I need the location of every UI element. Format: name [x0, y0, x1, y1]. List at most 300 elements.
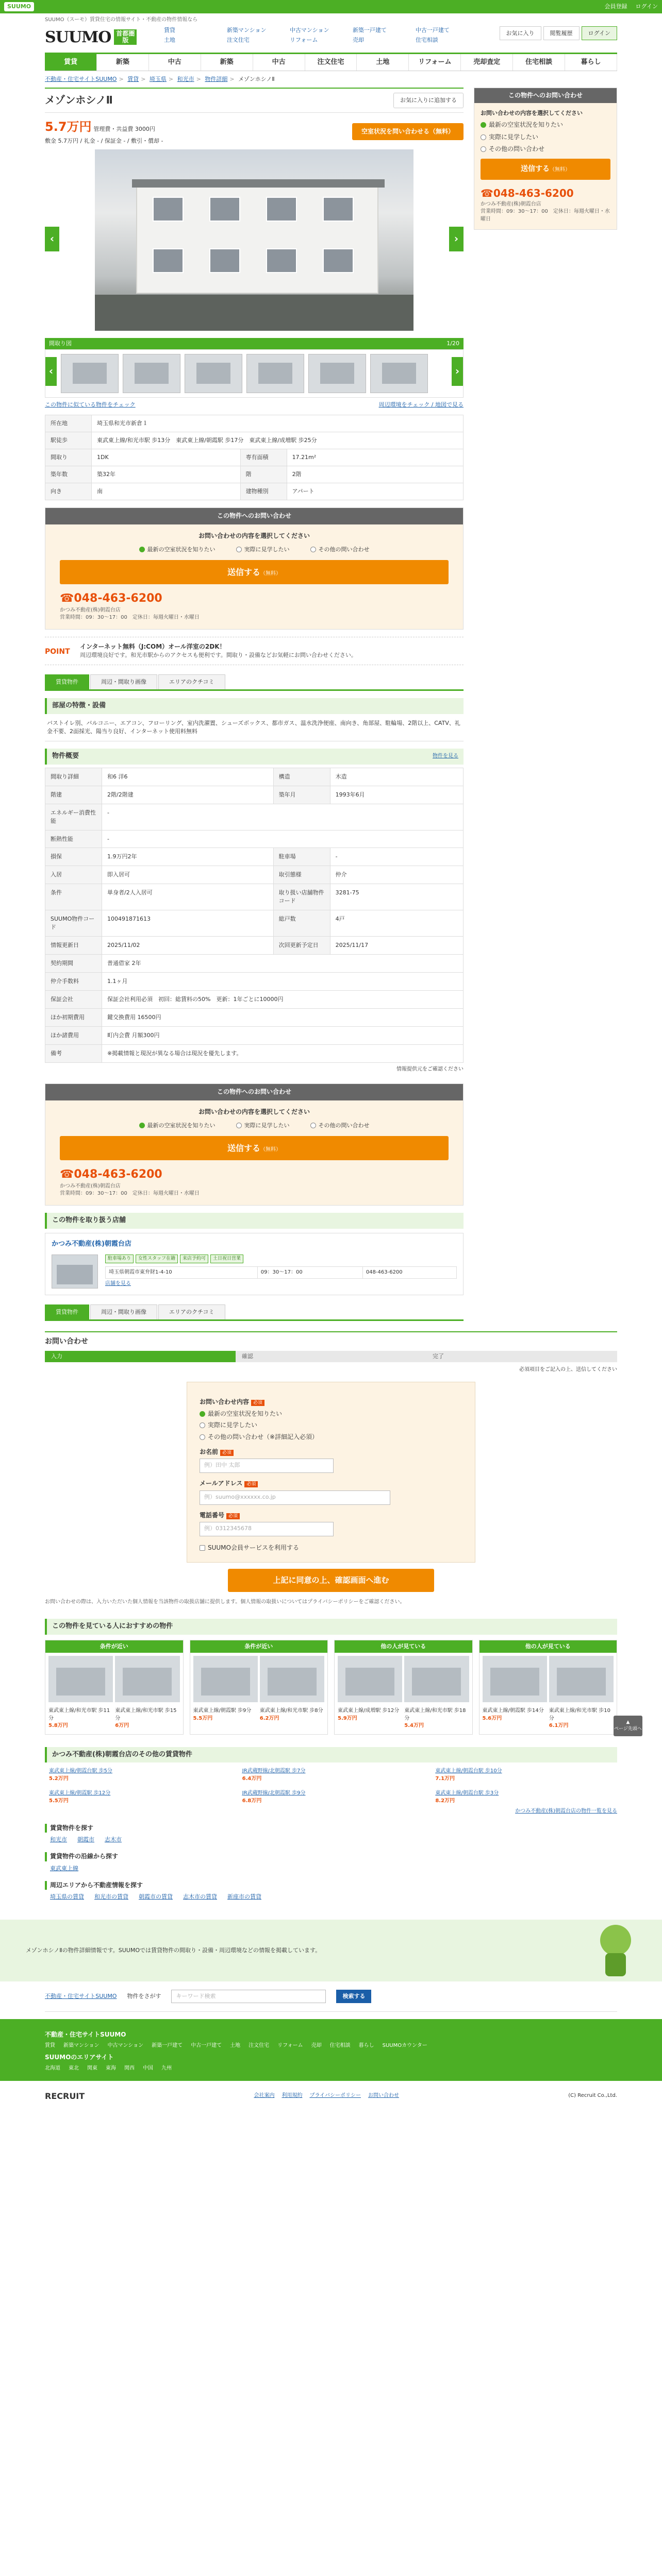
search-link[interactable]: 朝霞市 — [77, 1836, 94, 1843]
spec-key: 駅徒歩 — [45, 432, 92, 449]
spec-key: 向き — [45, 483, 92, 500]
property-photo[interactable] — [338, 1656, 402, 1702]
overview-key: 間取り詳細 — [45, 768, 102, 786]
other-item[interactable] — [242, 1790, 420, 1805]
spec-key: 間取り — [45, 449, 92, 466]
content-area — [45, 88, 617, 1321]
other-access[interactable]: 東武東上線/朝霞駅 歩12分 — [49, 1790, 111, 1797]
overview-value: 木造 — [330, 768, 463, 786]
footer-link[interactable]: 土地 — [230, 2043, 241, 2049]
brand[interactable] — [45, 26, 137, 49]
inquiry-head: この物件へのお問い合わせ — [45, 508, 463, 524]
thumb-next-icon[interactable]: › — [452, 357, 463, 386]
quick-link[interactable]: 新築一戸建て — [352, 26, 387, 33]
point-section — [45, 637, 464, 665]
tab[interactable]: エリアのクチコミ — [158, 674, 225, 689]
spec-key: 階 — [240, 466, 287, 483]
overview-value: - — [102, 804, 464, 830]
side-inquiry — [474, 88, 617, 230]
overview-value: 保証会社利用必須 初回：総賃料の50% 更新：1年ごとに10000円 — [102, 990, 464, 1008]
spec-table — [45, 415, 464, 500]
chevron-up-icon: ▲ — [626, 1719, 630, 1725]
overview-key: 取引態様 — [273, 866, 330, 884]
form-box — [187, 1382, 475, 1562]
quick-link[interactable]: 賃貸 — [163, 26, 175, 33]
recommend-access: 東武東上線/朝霞駅 歩14分 — [482, 1708, 544, 1714]
overview-note: 情報提供元をご確認ください — [396, 1066, 464, 1072]
footer-heading: 不動産・住宅サイトSUUMO — [45, 2030, 126, 2038]
overview-key: 入居 — [45, 866, 102, 884]
recommend-tag: 条件が近い — [45, 1640, 183, 1653]
confirm-button[interactable]: 上記に同意の上、確認画面へ進む — [228, 1569, 434, 1592]
top-utility-bar — [0, 0, 662, 13]
overview-key: 構造 — [273, 768, 330, 786]
search-link[interactable]: 志木市の賃貸 — [183, 1893, 217, 1900]
form-q-label: お問い合わせ内容 必須 — [200, 1398, 462, 1406]
recommend-price: 6.2万円 — [259, 1715, 279, 1721]
search-link[interactable]: 朝霞市の賃貸 — [139, 1893, 173, 1900]
tab[interactable]: エリアのクチコミ — [158, 1304, 225, 1319]
footer-area-link[interactable]: 北海道 — [45, 2065, 60, 2072]
overview-key: 損保 — [45, 848, 102, 866]
footer-heading: SUUMOのエリアサイト — [45, 2053, 114, 2061]
search-links — [45, 1824, 617, 1904]
recommend-tag: 他の人が見ている — [479, 1640, 617, 1653]
thumbnail[interactable] — [61, 354, 119, 393]
breadcrumb-link[interactable]: 埼玉県 — [149, 76, 167, 82]
nav-item[interactable]: リフォーム — [409, 54, 461, 71]
overview-value: 1.1ヶ月 — [102, 972, 464, 990]
shop-name: かつみ不動産(株)朝霞台店 — [60, 1183, 121, 1189]
other-item[interactable] — [49, 1790, 227, 1805]
overview-link[interactable]: 物件を見る — [433, 753, 458, 759]
main-photo[interactable] — [95, 149, 413, 331]
bottom-bar — [45, 2081, 617, 2111]
bottom-link[interactable]: プライバシーポリシー — [309, 2093, 361, 2098]
property-photo[interactable] — [549, 1656, 614, 1702]
bottom-link[interactable]: 会社案内 — [254, 2093, 275, 2098]
nav-item[interactable]: 中古 — [253, 54, 305, 71]
member-checkbox[interactable]: SUUMO会員サービスを利用する — [200, 1544, 462, 1552]
brand-area: 首都圏版 — [114, 29, 137, 45]
recommend-access: 東武東上線/和光市駅 歩10分 — [549, 1708, 611, 1721]
property-photo[interactable] — [483, 1656, 547, 1702]
shop-heading: この物件を取り扱う店舗 — [45, 1213, 464, 1229]
nav-item[interactable]: 新築 — [97, 54, 149, 71]
quick-link[interactable]: 新築マンション — [226, 26, 267, 33]
back-to-top-button[interactable]: ▲ ページ先頭へ — [614, 1716, 642, 1736]
overview-value: - — [102, 830, 464, 848]
photo-gallery — [45, 149, 464, 331]
shop-badge: 土日祝日営業 — [210, 1255, 243, 1263]
recommend-access: 東武東上線/朝霞駅 歩9分 — [193, 1708, 252, 1714]
features-heading: 部屋の特徴・設備 — [45, 698, 464, 714]
property-photo[interactable] — [115, 1656, 179, 1702]
search-link[interactable]: 和光市 — [50, 1836, 67, 1843]
name-label: お名前 必須 — [200, 1448, 462, 1456]
overview-value: 3281-75 — [330, 884, 463, 910]
overview-value: 2025/11/02 — [102, 937, 274, 955]
other-item[interactable] — [49, 1768, 227, 1783]
tab[interactable]: 周辺・間取り画像 — [90, 1304, 157, 1319]
spec-value: 築32年 — [92, 466, 241, 483]
recommend-heading: この物件を見ている人におすすめの物件 — [45, 1619, 617, 1635]
overview-table — [45, 768, 464, 1063]
quick-link[interactable]: 住宅相談 — [415, 37, 438, 44]
nav-item[interactable]: 住宅相談 — [513, 54, 565, 71]
side-option[interactable]: 実際に見学したい — [481, 133, 610, 142]
overview-key: 総戸数 — [273, 910, 330, 937]
topbar-logo[interactable]: SUUMO — [4, 2, 34, 11]
footer-area-link[interactable]: 九州 — [161, 2065, 172, 2072]
shop-badge: 来店予約可 — [180, 1255, 208, 1263]
side-shop: かつみ不動産(株)朝霞台店 — [481, 201, 541, 207]
search-link[interactable]: 埼玉県の賃貸 — [50, 1893, 84, 1900]
other-item[interactable] — [242, 1768, 420, 1783]
send-button[interactable]: 送信する（無料） — [60, 1136, 449, 1160]
bottom-link[interactable]: 利用規約 — [282, 2093, 303, 2098]
banner-text: メゾンホシノⅡの物件詳細情報です。SUUMOでは賃貸物件の間取り・設備・周辺環境などの情報を掲載しています。 — [26, 1946, 321, 1954]
inquiry-option[interactable]: その他の問い合わせ — [310, 1122, 370, 1130]
footer-link[interactable]: 注文住宅 — [249, 2043, 270, 2049]
property-photo[interactable] — [404, 1656, 469, 1702]
overview-key: 築年月 — [273, 786, 330, 804]
property-photo[interactable] — [260, 1656, 324, 1702]
form-option[interactable]: その他の問い合わせ（※詳細記入必須） — [200, 1433, 462, 1442]
phone-icon: ☎ — [60, 1168, 74, 1181]
overview-heading: 物件概要 物件を見る — [45, 749, 464, 765]
form-option[interactable]: 最新の空室状況を知りたい — [200, 1410, 462, 1418]
other-access[interactable]: 東武東上線/朝霞台駅 歩3分 — [435, 1790, 499, 1797]
recommend-card[interactable] — [45, 1640, 184, 1734]
other-access[interactable]: 東武東上線/朝霞台駅 歩10分 — [435, 1768, 502, 1774]
overview-value: 即入居可 — [102, 866, 274, 884]
overview-value: 4戸 — [330, 910, 463, 937]
overview-value: 普通借家 2年 — [102, 955, 464, 973]
side-question: お問い合わせの内容を選択してください — [481, 110, 583, 117]
thumb-bar — [45, 338, 464, 349]
phone-input[interactable]: 例）0312345678 — [200, 1522, 334, 1536]
favorites-button[interactable]: お気に入り — [500, 26, 541, 41]
overview-value: 2階/2階建 — [102, 786, 274, 804]
spec-value: アパート — [287, 483, 463, 500]
shop-hours: 営業時間：09：30〜17：00 定休日：毎週火曜日・水曜日 — [60, 615, 200, 621]
inquiry-head: この物件へのお問い合わせ — [45, 1084, 463, 1100]
search-heading: 賃貸物件の沿線から探す — [45, 1852, 617, 1861]
form-title: お問い合わせ — [45, 1331, 617, 1351]
quick-link[interactable]: リフォーム — [289, 37, 318, 44]
other-item[interactable] — [435, 1768, 613, 1783]
footer-link[interactable]: 中古一戸建て — [191, 2043, 222, 2049]
recommend-access: 東武東上線/和光市駅 歩18分 — [404, 1708, 466, 1721]
features-text: バストイレ別、バルコニー、エアコン、フローリング、室内洗濯置、シューズボックス、都市ガス、温水洗浄便座、南向き、角部屋、駐輪場、2階以上、CATV、礼金不要、2面採光、陽当り良好、インターネット使用料無料 — [45, 714, 464, 741]
breadcrumb-link[interactable]: 和光市 — [177, 76, 194, 82]
footer-link[interactable]: 売却 — [311, 2043, 322, 2049]
overview-key: 駐車場 — [273, 848, 330, 866]
tab[interactable]: 賃貸物件 — [45, 1304, 89, 1319]
breadcrumb: 不動産・住宅サイトSUUMO > 賃貸 > 埼玉県 > 和光市 > 物件詳細 > メゾンホシノⅡ — [45, 76, 275, 82]
recommend-access: 東武東上線/成増駅 歩12分 — [338, 1708, 400, 1714]
side-option[interactable]: その他の問い合わせ — [481, 145, 610, 154]
price-sub: 管理費・共益費 3000円 — [93, 125, 155, 132]
quick-link[interactable]: 注文住宅 — [226, 37, 250, 44]
signup-link[interactable]: 会員登録 — [604, 3, 627, 10]
login-button[interactable]: ログイン — [582, 26, 617, 41]
footer-search-label: 物件をさがす — [127, 1992, 161, 1999]
deposit-info: 敷金 5.7万円 / 礼金 - / 保証金 - / 敷引・償却 - — [45, 137, 163, 144]
overview-value: - — [330, 848, 463, 866]
spec-key: 所在地 — [45, 415, 92, 432]
search-link[interactable]: 東武東上線 — [50, 1865, 78, 1872]
overview-key: 断熱性能 — [45, 830, 102, 848]
search-link[interactable]: 新座市の賃貸 — [227, 1893, 261, 1900]
thumbnail[interactable] — [308, 354, 366, 393]
side-hours: 営業時間：09：30〜17：00 定休日：毎週火曜日・水曜日 — [481, 209, 610, 222]
thumb-prev-icon[interactable]: ‹ — [45, 357, 57, 386]
inquiry-option[interactable]: 最新の空室状況を知りたい — [139, 1122, 216, 1130]
phone-label: 電話番号 必須 — [200, 1511, 462, 1520]
other-price: 6.8万円 — [242, 1798, 262, 1804]
inquiry-option[interactable]: その他の問い合わせ — [310, 546, 370, 554]
spec-value: 南 — [92, 483, 241, 500]
main-nav — [45, 53, 617, 71]
search-link[interactable]: 志木市 — [105, 1836, 122, 1843]
shop-badge: 駐車場あり — [105, 1255, 134, 1263]
recommend-price: 5.9万円 — [338, 1715, 357, 1721]
point-badge: POINT — [45, 647, 70, 656]
footer-link[interactable]: 新築マンション — [63, 2043, 100, 2049]
map-link[interactable]: 周辺環境をチェック / 地図で見る — [378, 401, 464, 408]
phone-number[interactable]: ☎048-463-6200 — [60, 592, 162, 605]
footer-link[interactable]: 暮らし — [358, 2043, 374, 2049]
phone-number[interactable]: ☎048-463-6200 — [60, 1168, 162, 1181]
overview-value: 1993年6月 — [330, 786, 463, 804]
form-option[interactable]: 実際に見学したい — [200, 1421, 462, 1430]
footer-area-link[interactable]: 東北 — [69, 2065, 79, 2072]
shop-address: 埼玉県朝霞市東弁財1-4-10 — [106, 1266, 258, 1279]
recruit-logo[interactable]: RECRUIT — [45, 2091, 85, 2101]
shop-tel[interactable]: 048-463-6200 — [362, 1266, 456, 1279]
listing-title: メゾンホシノⅡ — [45, 94, 113, 107]
shop-name: かつみ不動産(株)朝霞台店 — [60, 607, 121, 613]
tab[interactable]: 周辺・間取り画像 — [90, 674, 157, 689]
name-input[interactable]: 例）田中 太郎 — [200, 1459, 334, 1473]
bottom-link[interactable]: お問い合わせ — [368, 2093, 399, 2098]
other-item[interactable] — [435, 1790, 613, 1805]
footer-banner — [0, 1920, 662, 1981]
inquiry-box-2 — [45, 1083, 464, 1206]
footer-search — [45, 1981, 617, 2012]
search-link[interactable]: 和光市の賃貸 — [94, 1893, 128, 1900]
breadcrumb-current: メゾンホシノⅡ — [238, 76, 275, 82]
inquiry-option[interactable]: 最新の空室状況を知りたい — [139, 546, 216, 554]
side-option[interactable]: 最新の空室状況を知りたい — [481, 121, 610, 129]
breadcrumb-link[interactable]: 賃貸 — [127, 76, 139, 82]
overview-value: 和6 洋6 — [102, 768, 274, 786]
thumb-label: 間取り図 — [49, 340, 72, 347]
recommend-price: 6万円 — [115, 1723, 129, 1729]
overview-key: SUUMO物件コード — [45, 910, 102, 937]
recommend-card[interactable] — [479, 1640, 618, 1734]
property-photo[interactable] — [193, 1656, 258, 1702]
footer-link[interactable]: SUUMOカウンター — [382, 2043, 427, 2049]
recommend-row — [45, 1640, 617, 1734]
overview-value: 単身者/2人入居可 — [102, 884, 274, 910]
overview-key: 仲介手数料 — [45, 972, 102, 990]
thumbnail-strip — [45, 349, 464, 398]
inquiry-question: お問い合わせの内容を選択してください — [198, 532, 310, 539]
thumbnail[interactable] — [123, 354, 180, 393]
similar-link[interactable]: この物件に似ている物件をチェック — [45, 401, 136, 408]
recommend-price: 6.1万円 — [549, 1723, 569, 1729]
footer-link[interactable]: 中古マンション — [107, 2043, 144, 2049]
overview-key: 保証会社 — [45, 990, 102, 1008]
thumbnail[interactable] — [185, 354, 242, 393]
phone-icon: ☎ — [60, 592, 74, 605]
step: 入力 — [45, 1351, 236, 1362]
nav-item[interactable]: 中古 — [149, 54, 201, 71]
inquiry-option[interactable]: 実際に見学したい — [236, 1122, 290, 1130]
nav-item[interactable]: 注文住宅 — [305, 54, 357, 71]
spec-key: 専有面積 — [240, 449, 287, 466]
recommend-price: 5.5万円 — [193, 1715, 213, 1721]
other-access[interactable]: JR武蔵野線/北朝霞駅 歩7分 — [242, 1768, 306, 1774]
recommend-tag: 他の人が見ている — [335, 1640, 472, 1653]
nav-item[interactable]: 新築 — [201, 54, 253, 71]
side-send-button[interactable]: 送信する（無料） — [481, 159, 610, 179]
footer-link[interactable]: 住宅相談 — [329, 2043, 351, 2049]
add-favorite-button[interactable]: お気に入りに追加する — [393, 93, 464, 108]
footer-link[interactable]: 新築一戸建て — [152, 2043, 183, 2049]
form-disclaimer: お問い合わせの際は、入力いただいた個人情報を当該物件の取扱店舗に提供します。個人情報の取扱いについてはプライバシーポリシーをご確認ください。 — [45, 1599, 405, 1605]
other-price: 5.2万円 — [49, 1775, 69, 1782]
shop-hours: 09：30〜17：00 — [257, 1266, 362, 1279]
shop-map-link[interactable]: 店舗を見る — [105, 1281, 131, 1287]
prev-photo-icon[interactable]: ‹ — [45, 227, 59, 251]
overview-key: 備考 — [45, 1044, 102, 1062]
overview-key: 条件 — [45, 884, 102, 910]
inquiry-box — [45, 507, 464, 630]
quick-link[interactable]: 土地 — [163, 37, 175, 44]
overview-key: 情報更新日 — [45, 937, 102, 955]
other-price: 8.2万円 — [435, 1798, 455, 1804]
quick-link[interactable]: 中古マンション — [289, 26, 329, 33]
spec-value: 1DK — [92, 449, 241, 466]
right-column — [474, 88, 617, 1321]
recommend-tag: 条件が近い — [190, 1640, 328, 1653]
overview-value: ※掲載情報と現況が異なる場合は現況を優先します。 — [102, 1044, 464, 1062]
other-heading: かつみ不動産(株)朝霞台店のその他の賃貸物件 — [45, 1747, 617, 1763]
nav-item[interactable]: 売却査定 — [461, 54, 513, 71]
form-notes: 必須項目をご記入の上、送信してください — [519, 1366, 617, 1372]
recommend-card[interactable] — [334, 1640, 473, 1734]
header-note: SUUMO（スーモ）賃貸住宅の情報サイト・不動産の物件情報なら — [45, 17, 198, 23]
footer-home-link[interactable]: 不動産・住宅サイトSUUMO — [45, 1992, 117, 1999]
spec-value: 2階 — [287, 466, 463, 483]
recommend-price: 5.4万円 — [404, 1723, 424, 1729]
nav-item[interactable]: 土地 — [357, 54, 409, 71]
shop-badge: 女性スタッフ在籍 — [136, 1255, 178, 1263]
login-link[interactable]: ログイン — [635, 3, 658, 10]
inquiry-option[interactable]: 実際に見学したい — [236, 546, 290, 554]
footer-area-link[interactable]: 東海 — [106, 2065, 116, 2072]
site-header — [45, 13, 617, 88]
footer-area-link[interactable]: 関西 — [124, 2065, 135, 2072]
other-more-link[interactable]: かつみ不動産(株)朝霞台店の物件一覧を見る — [515, 1808, 617, 1815]
mail-input[interactable]: 例）suumo@xxxxxx.co.jp — [200, 1490, 390, 1505]
side-inquiry-head: この物件へのお問い合わせ — [474, 88, 617, 103]
footer-link[interactable]: 賃貸 — [45, 2043, 55, 2049]
quick-link[interactable]: 売却 — [352, 37, 364, 44]
step: 確認 — [236, 1351, 426, 1362]
green-footer — [0, 2019, 662, 2081]
quick-link[interactable]: 中古一戸建て — [415, 26, 450, 33]
thumbnail[interactable] — [246, 354, 304, 393]
thumbnail[interactable] — [370, 354, 428, 393]
footer-search-button[interactable]: 検索する — [336, 1990, 371, 2003]
overview-value: 2025/11/17 — [330, 937, 463, 955]
overview-value: 鍵交換費用 16500円 — [102, 1008, 464, 1026]
other-price: 5.5万円 — [49, 1798, 69, 1804]
overview-value: 仲介 — [330, 866, 463, 884]
recommend-access: 東武東上線/和光市駅 歩8分 — [259, 1708, 323, 1714]
spec-value: 東武東上線/和光市駅 歩13分 東武東上線/朝霞駅 歩17分 東武東上線/成増駅 歩25分 — [92, 432, 464, 449]
other-grid — [45, 1768, 617, 1805]
history-button[interactable]: 閲覧履歴 — [543, 26, 580, 41]
mascot-icon — [595, 1925, 636, 1976]
spec-value: 埼玉県和光市新倉１ — [92, 415, 464, 432]
recommend-access: 東武東上線/和光市駅 歩11分 — [48, 1708, 110, 1721]
inquiry-form-section — [45, 1331, 617, 1904]
availability-button[interactable]: 空室状況を問い合わせる（無料） — [352, 123, 464, 140]
other-access[interactable]: JR武蔵野線/北朝霞駅 歩9分 — [242, 1790, 306, 1797]
overview-key: ほか初期費用 — [45, 1008, 102, 1026]
overview-key: エネルギー消費性能 — [45, 804, 102, 830]
spec-key: 建物種別 — [240, 483, 287, 500]
tab[interactable]: 賃貸物件 — [45, 674, 89, 689]
other-price: 7.1万円 — [435, 1775, 455, 1782]
side-phone[interactable]: ☎048-463-6200 — [481, 187, 574, 199]
nav-item[interactable]: 暮らし — [565, 54, 617, 71]
phone-icon: ☎ — [481, 187, 493, 199]
listing-titlebar — [45, 88, 464, 113]
overview-key: 契約期間 — [45, 955, 102, 973]
nav-item[interactable]: 賃貸 — [45, 54, 97, 71]
form-steps — [45, 1351, 617, 1362]
next-photo-icon[interactable]: › — [449, 227, 464, 251]
footer-area-link[interactable]: 中国 — [143, 2065, 153, 2072]
footer-link[interactable]: リフォーム — [277, 2043, 303, 2049]
overview-key: 取り扱い店舗物件コード — [273, 884, 330, 910]
point-text: 周辺環境良好です。和光市駅からのアクセスも便利です。間取り・設備などお気軽にお問い合わせください。 — [80, 652, 357, 659]
inquiry-question: お問い合わせの内容を選択してください — [198, 1108, 310, 1115]
other-access[interactable]: 東武東上線/朝霞台駅 歩5分 — [49, 1768, 112, 1774]
footer-search-input[interactable]: キーワード検索 — [171, 1990, 326, 2003]
breadcrumb-link[interactable]: 不動産・住宅サイトSUUMO — [45, 76, 117, 82]
account-buttons — [500, 26, 617, 41]
send-button[interactable]: 送信する（無料） — [60, 560, 449, 584]
overview-key: 次回更新予定日 — [273, 937, 330, 955]
recommend-card[interactable] — [190, 1640, 328, 1734]
overview-key: 階建 — [45, 786, 102, 804]
overview-value: 1.9万円2年 — [102, 848, 274, 866]
breadcrumb-link[interactable]: 物件詳細 — [205, 76, 228, 82]
footer-area-link[interactable]: 関東 — [87, 2065, 97, 2072]
shop-name-link[interactable]: かつみ不動産(株)朝霞台店 — [52, 1240, 131, 1248]
property-photo[interactable] — [48, 1656, 113, 1702]
copyright: (C) Recruit Co.,Ltd. — [568, 2093, 617, 2098]
point-title: インターネット無料（J:COM）オール洋室の2DK！ — [80, 642, 226, 650]
